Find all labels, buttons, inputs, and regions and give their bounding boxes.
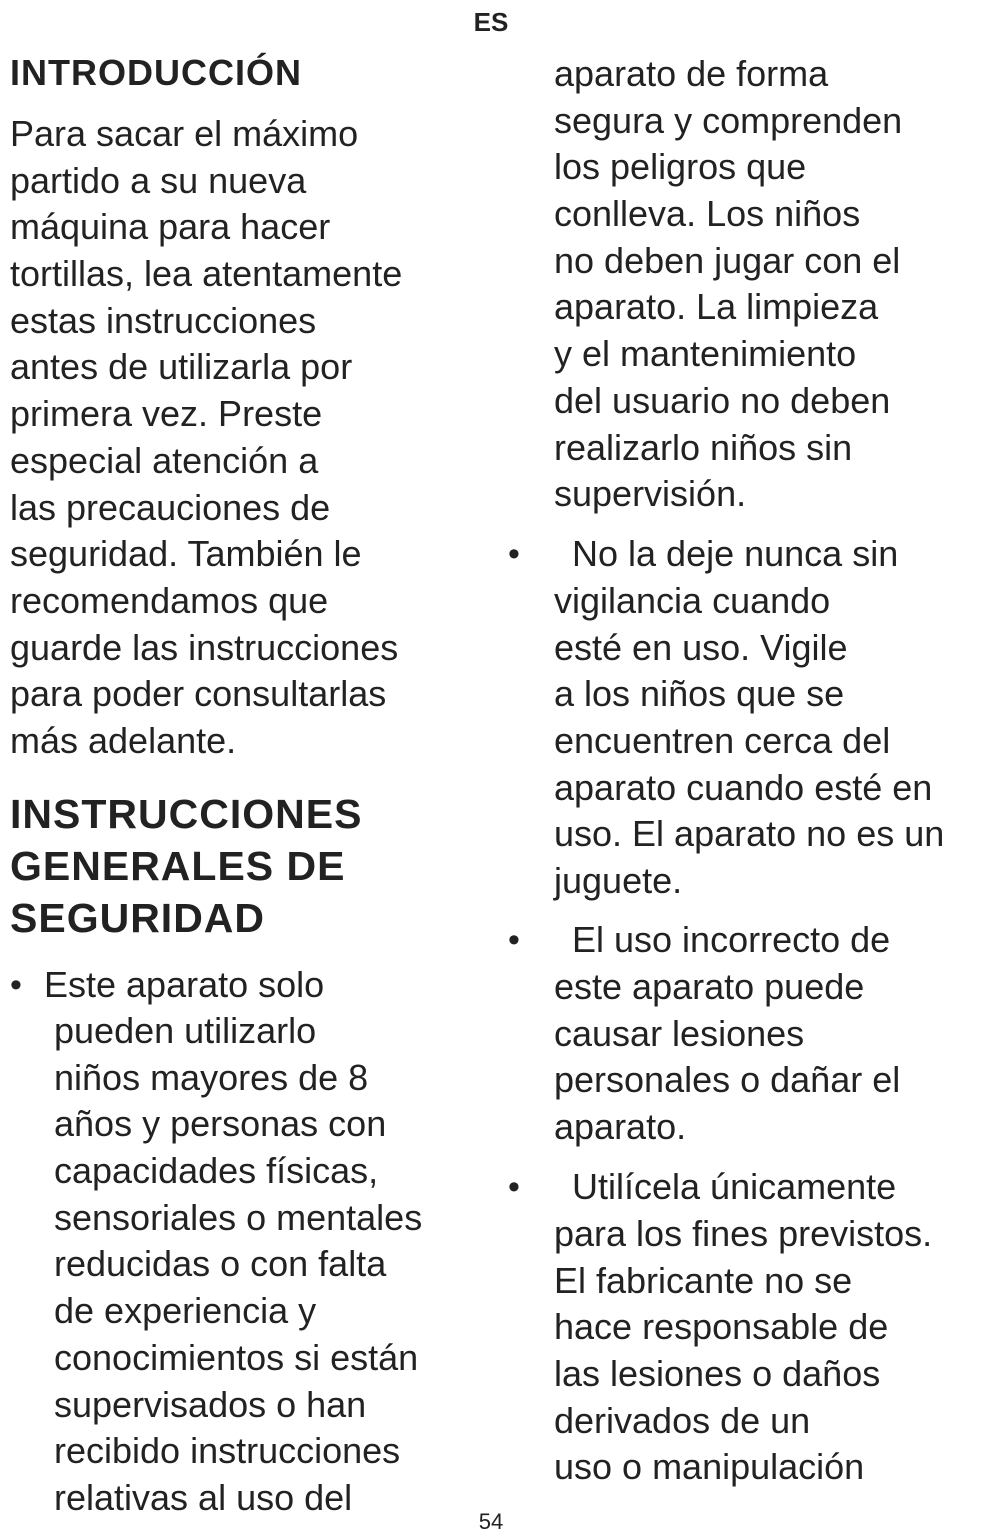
text-line: personales o dañar el bbox=[554, 1059, 901, 1101]
text-line: juguete. bbox=[554, 860, 683, 902]
safety-item-1-left-part bbox=[54, 1008, 422, 1522]
bullet-icon: • bbox=[508, 1168, 520, 1206]
text-line: de experiencia y bbox=[54, 1290, 317, 1332]
bullet-icon: • bbox=[508, 535, 520, 573]
text-line: Este aparato solo bbox=[44, 964, 325, 1005]
text-line: realizarlo niños sin bbox=[554, 426, 853, 468]
text-line: a los niños que se bbox=[554, 673, 845, 715]
text-line: tortillas, lea atentamente bbox=[10, 253, 403, 295]
heading-line: INSTRUCCIONES bbox=[10, 791, 363, 837]
text-line: El uso incorrecto de bbox=[572, 919, 891, 960]
text-line: no deben jugar con el bbox=[554, 239, 901, 281]
text-line: supervisados o han bbox=[54, 1383, 367, 1425]
text-line: derivados de un bbox=[554, 1399, 811, 1441]
text-line: aparato. bbox=[554, 1106, 687, 1148]
text-line: para poder consultarlas bbox=[10, 673, 387, 715]
text-line: las lesiones o daños bbox=[554, 1353, 881, 1395]
safety-item-2-rest bbox=[554, 578, 944, 905]
text-line: sensoriales o mentales bbox=[54, 1196, 423, 1238]
language-code: ES bbox=[473, 7, 509, 37]
text-line: No la deje nunca sin bbox=[572, 533, 899, 574]
text-line: aparato de forma bbox=[554, 53, 829, 94]
text-line: primera vez. Preste bbox=[10, 393, 323, 435]
text-line: aparato. La limpieza bbox=[554, 286, 879, 328]
safety-item-4-rest bbox=[554, 1211, 932, 1491]
text-line: El fabricante no se bbox=[554, 1259, 853, 1301]
text-line: Para sacar el máximo bbox=[10, 113, 359, 154]
safety-item-4-first-line bbox=[572, 1164, 896, 1211]
text-line: capacidades físicas, bbox=[54, 1150, 379, 1192]
text-line: años y personas con bbox=[54, 1103, 387, 1145]
text-line: conlleva. Los niños bbox=[554, 193, 861, 235]
text-line: pueden utilizarlo bbox=[54, 1010, 317, 1051]
text-line: especial atención a bbox=[10, 439, 319, 481]
text-line: aparato cuando esté en bbox=[554, 766, 933, 808]
text-line: supervisión. bbox=[554, 473, 747, 515]
safety-heading bbox=[10, 788, 362, 944]
text-line: niños mayores de 8 bbox=[54, 1056, 369, 1098]
text-line: Utilícela únicamente bbox=[572, 1166, 897, 1207]
bullet-icon: • bbox=[10, 966, 22, 1004]
text-line: las precauciones de bbox=[10, 486, 331, 528]
text-line: recibido instrucciones bbox=[54, 1430, 401, 1472]
text-line: recomendamos que bbox=[10, 579, 329, 621]
introduction-paragraph bbox=[10, 111, 402, 765]
text-line: y el mantenimiento bbox=[554, 333, 857, 375]
safety-item-1-right-part bbox=[554, 51, 902, 518]
heading-line: GENERALES DE bbox=[10, 843, 346, 889]
text-line: estas instrucciones bbox=[10, 299, 317, 341]
text-line: esté en uso. Vigile bbox=[554, 626, 848, 668]
introduction-heading: INTRODUCCIÓN bbox=[10, 52, 302, 93]
text-line: máquina para hacer bbox=[10, 206, 331, 248]
text-line: reducidas o con falta bbox=[54, 1243, 387, 1285]
text-line: uso. El aparato no es un bbox=[554, 813, 945, 855]
text-line: antes de utilizarla por bbox=[10, 346, 353, 388]
text-line: seguridad. También le bbox=[10, 533, 362, 575]
text-line: para los fines previstos. bbox=[554, 1213, 933, 1254]
text-line: del usuario no deben bbox=[554, 379, 891, 421]
text-line: guarde las instrucciones bbox=[10, 626, 399, 668]
text-line: este aparato puede bbox=[554, 966, 865, 1007]
text-line: más adelante. bbox=[10, 719, 237, 761]
page-number: 54 bbox=[478, 1509, 504, 1534]
text-line: uso o manipulación bbox=[554, 1446, 865, 1488]
text-line: relativas al uso del bbox=[54, 1476, 353, 1518]
text-line: causar lesiones bbox=[554, 1012, 805, 1054]
bullet-icon: • bbox=[508, 921, 520, 959]
text-line: encuentren cerca del bbox=[554, 720, 891, 762]
safety-item-3-first-line bbox=[572, 917, 890, 964]
safety-item-1-first-line bbox=[44, 962, 324, 1009]
text-line: segura y comprenden bbox=[554, 99, 903, 141]
text-line: conocimientos si están bbox=[54, 1336, 419, 1378]
safety-item-2-first-line bbox=[572, 531, 898, 578]
text-line: vigilancia cuando bbox=[554, 580, 831, 621]
text-line: hace responsable de bbox=[554, 1306, 889, 1348]
text-line: partido a su nueva bbox=[10, 159, 307, 201]
text-line: los peligros que bbox=[554, 146, 807, 188]
safety-item-3-rest bbox=[554, 964, 900, 1151]
heading-line: SEGURIDAD bbox=[10, 895, 266, 941]
